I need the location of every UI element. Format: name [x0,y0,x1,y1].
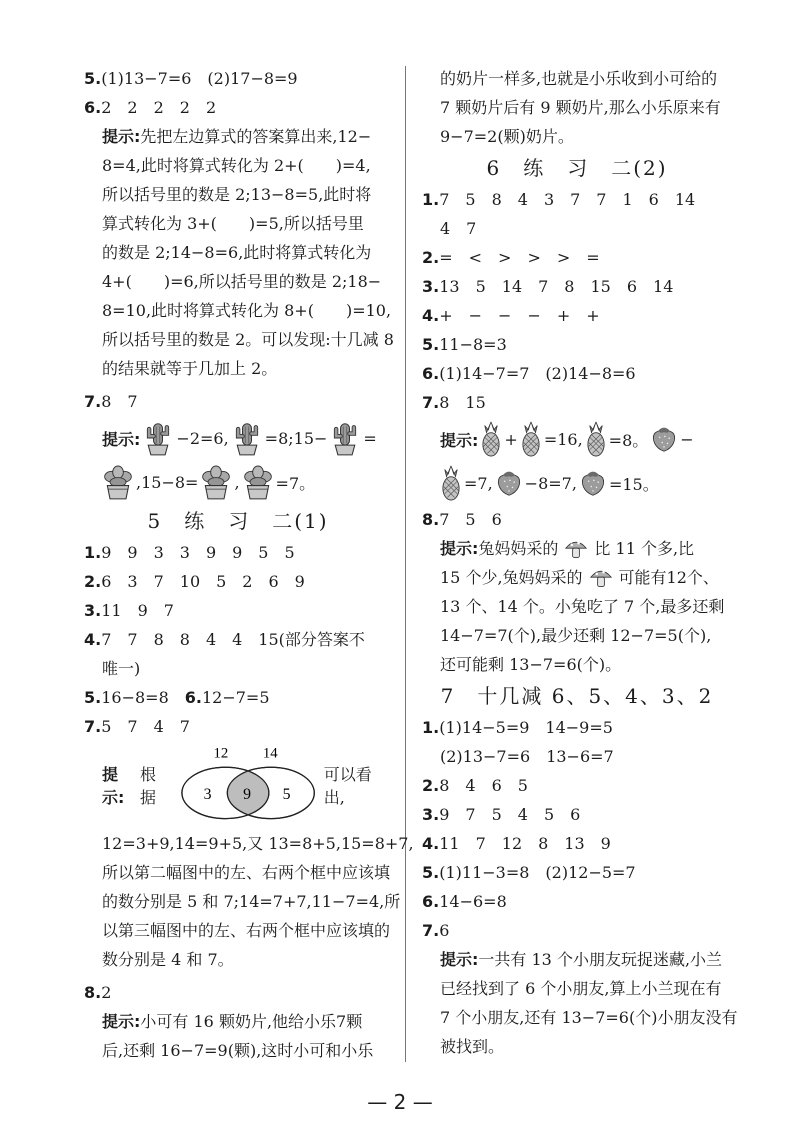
strawberry-icon [579,469,607,497]
section-title-5: 5 练 习 二(1) [147,509,329,533]
right-column: 的奶片一样多,也就是小乐收到小可给的 7 颗奶片后有 9 颗奶片,那么小乐原来有 9−7=2(颗)奶片。 6 练 习 二(2) 1.7 5 8 4 3 7 7 1 6 14 4 7 2.= < > > > = 3.13 5 14 7 8 15 6 14 4.+ − − − + + 5.11−8=3 6.(1)14−7=7 (2)14−8=6 7.8 15 提示: + =16, =8。 − =7, −8=7, =15。 8.7 5 6 提示: 兔妈妈采的 比 11 个多,比 15 个少,兔妈妈采的 可能有12个、 13 个、14 个。小兔吃了 7 个,最多还剩 14−7=7(个),最少还剩 12−7=5(个), 还可能剩 13−7=6(个)。 7 十几减 6、5、4、3、2 1.(1)14−5=9 14−9=5 (2)13−7=6 13−6=7 2.8 4 6 5 3.9 7 5 4 5 6 4.11 7 12 8 13 9 5.(1)11−3=8 (2)12−5=7 6.14−6=8 7.6 提示:一共有 13 个小朋友玩捉迷藏,小兰 已经找到了 6 个小朋友,算上小兰现在有 7 个小朋友,还有 13−7=6(个)小朋友没有 被找到。 [422,64,732,1061]
answer-7: 7.8 15 [422,393,486,412]
answer-4: 4.11 7 12 8 13 9 [422,834,611,853]
hint-7-row2: ,15−8= , =7。 [84,460,392,504]
venn-left: 3 [203,785,212,803]
venn-top-left: 12 [213,745,228,762]
answer-3: 3.11 9 7 [84,601,174,620]
answer-6: 6.2 2 2 2 2 [84,98,217,117]
pineapple-icon [585,421,607,457]
potted-plant-icon [102,464,134,500]
hint-8-continued: 的奶片一样多,也就是小乐收到小可给的 7 颗奶片后有 9 颗奶片,那么小乐原来有 9−7=2(颗)奶片。 [440,69,721,146]
strawberry-icon [650,425,678,453]
pineapple-icon [520,421,542,457]
hint-7: 提示:一共有 13 个小朋友玩捉迷藏,小兰 已经找到了 6 个小朋友,算上小兰现在有 7 个小朋友,还有 13−7=6(个)小朋友没有 被找到。 [440,950,738,1056]
hint-8: 提示: 兔妈妈采的 比 11 个多,比 15 个少,兔妈妈采的 可能有12个、 13 个、14 个。小兔吃了 7 个,最多还剩 14−7=7(个),最少还剩 12−7=5(个), 还可能剩 13−7=6(个)。 [440,539,725,674]
answer-2: 2.6 3 7 10 5 2 6 9 [84,572,305,591]
answer-5: 5.(1)11−3=8 (2)12−5=7 [422,863,636,882]
venn-explanation: 12=3+9,14=9+5,又 13=8+5,15=8+7, 所以第二幅图中的左、右两个框中应该填 的数分别是 5 和 7;14=7+7,11−7=4,所 以第三幅图中的左、右两个框中应该填的 数分别是 4 和 7。 [102,834,414,969]
hint-7-row1: 提示: −2=6, =8;15− = [84,416,392,460]
cactus-icon [231,420,263,456]
answer-7b: 7.5 7 4 7 [84,717,190,736]
hint-7-row1: 提示: + =16, =8。 − [422,417,732,461]
answer-7: 7.8 7 [84,392,138,411]
hint-7-row2: =7, −8=7, =15。 [422,461,732,505]
venn-top-right: 14 [262,745,278,762]
answer-5-6: 5.16−8=8 6.12−7=5 [84,688,270,707]
section-title-7: 7 十几减 6、5、4、3、2 [440,684,714,708]
answer-2: 2.= < > > > = [422,248,600,267]
column-divider [405,66,406,1062]
venn-right: 5 [282,785,291,803]
answer-5: 5.11−8=3 [422,335,507,354]
answer-8: 8.2 [84,983,112,1002]
pineapple-icon [440,465,462,501]
cactus-icon [142,420,174,456]
answer-2: 2.8 4 6 5 [422,776,528,795]
answer-1: 1.(1)14−5=9 14−9=5 [422,718,613,737]
answer-1: 1.7 5 8 4 3 7 7 1 6 14 [422,190,696,209]
potted-plant-icon [242,464,274,500]
answer-4: 4.+ − − − + + [422,306,600,325]
answer-5: 5.(1)13−7=6 (2)17−8=9 [84,69,298,88]
strawberry-icon [495,469,523,497]
answer-3: 3.13 5 14 7 8 15 6 14 [422,277,674,296]
answer-6: 6.14−6=8 [422,892,507,911]
answer-4: 4.7 7 8 8 4 4 15(部分答案不 [84,630,365,649]
hint-6: 提示:先把左边算式的答案算出来,12− 8=4,此时将算式转化为 2+( )=4, 所以括号里的数是 2;13−8=5,此时将 算式转化为 3+( )=5,所以括号里 的数是 2;14−8=6,此时将算式转化为 4+( )=6,所以括号里的数是 2;18− 8=10,此时将算式转化为 8+( )=10, 所以括号里的数是 2。可以发现:十几减 8 的结果就等于几加上 2。 [102,127,394,378]
answer-7: 7.6 [422,921,450,940]
answer-6: 6.(1)14−7=7 (2)14−8=6 [422,364,636,383]
answer-1: 1.9 9 3 3 9 9 5 5 [84,543,295,562]
hint-8: 提示:小可有 16 颗奶片,他给小乐7颗 后,还剩 16−7=9(颗),这时小可和小乐 [102,1012,374,1060]
answer-3: 3.9 7 5 4 5 6 [422,805,581,824]
page-number: — 2 — [367,1090,433,1114]
venn-diagram [176,741,320,829]
left-column: 5.(1)13−7=6 (2)17−8=9 6.2 2 2 2 2 提示:先把左边算式的答案算出来,12− 8=4,此时将算式转化为 2+( )=4, 所以括号里的数是 2;13−8=5,此时将 算式转化为 3+( )=5,所以括号里 的数是 2;14−8=6,此时将算式转化为 4+( )=6,所以括号里的数是 2;18− 8=10,此时将算式转化为 8+( )=10, 所以括号里的数是 2。可以发现:十几减 8 的结果就等于几加上 2。 7.8 7 提示: −2=6, =8;15− = ,15−8= , =7。 5 练 习 二(1) 1.9 9 3 3 9 9 5 5 2.6 3 7 10 5 2 6 9 3.11 9 7 4.7 7 8 8 4 4 15(部分答案不 唯一) 5.16−8=8 6.12−7=5 7.5 7 4 7 提示: 根据 12 14 3 9 5 可以看出, 12=3+9,14=9+5,又 13=8+5,15=8+7, 所以第二幅图中的左、右两个框中应该填 的数分别是 5 和 7;14=7+7,11−7=4,所 以第三幅图中的左、右两个框中应该填的 数分别是 4 和 7。 8.2 提示:小可有 16 颗奶片,他给小乐7颗 后,还剩 16−7=9(颗),这时小可和小乐 [84,64,392,1065]
mushroom-icon [589,567,613,589]
mushroom-icon [564,538,588,560]
potted-plant-icon [200,464,232,500]
cactus-icon [329,420,361,456]
venn-mid: 9 [242,785,251,803]
venn-hint: 提示: 根据 12 14 3 9 5 可以看出, [84,741,392,829]
pineapple-icon [480,421,502,457]
answer-8: 8.7 5 6 [422,510,502,529]
section-title-6: 6 练 习 二(2) [486,156,668,180]
